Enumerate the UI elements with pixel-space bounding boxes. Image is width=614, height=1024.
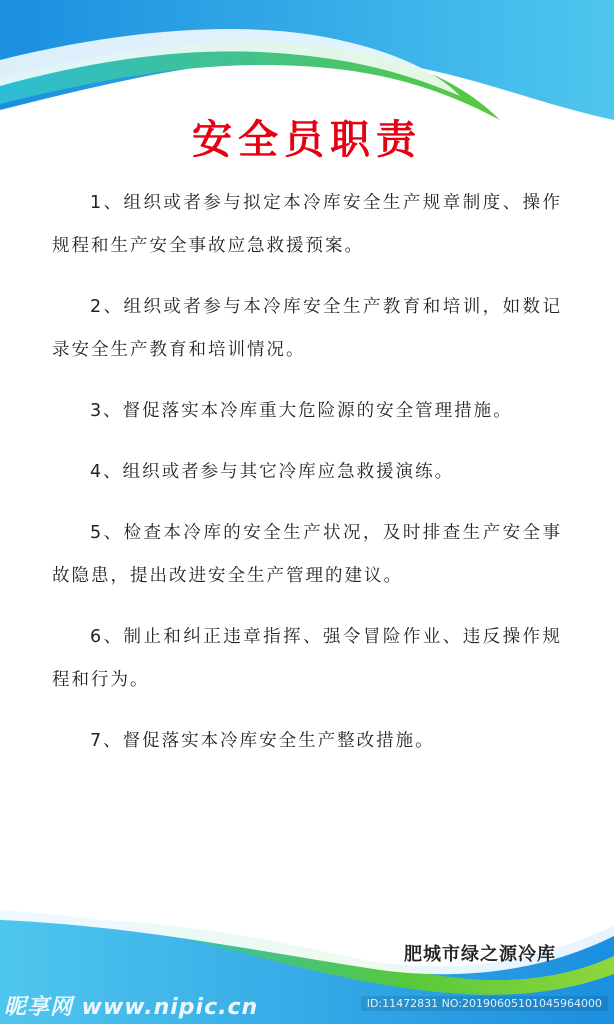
watermark-logo: 昵享网 www.nipic.cn — [4, 995, 259, 1020]
duties-list — [52, 182, 562, 781]
list-item: 6、制止和纠正违章指挥、强令冒险作业、违反操作规程和行为。 — [52, 627, 562, 690]
list-item: 2、组织或者参与本冷库安全生产教育和培训，如数记录安全生产教育和培训情况。 — [52, 297, 562, 360]
list-item: 3、督促落实本冷库重大危险源的安全管理措施。 — [90, 401, 513, 421]
company-name: 肥城市绿之源冷库 — [404, 944, 556, 965]
list-item: 7、督促落实本冷库安全生产整改措施。 — [90, 731, 435, 751]
page-title: 安全员职责 — [192, 117, 422, 163]
list-item: 1、组织或者参与拟定本冷库安全生产规章制度、操作规程和生产安全事故应急救援预案。 — [52, 193, 562, 256]
list-item: 5、检查本冷库的安全生产状况，及时排查生产安全事故隐患，提出改进安全生产管理的建议。 — [52, 523, 562, 586]
list-item: 4、组织或者参与其它冷库应急救援演练。 — [90, 462, 455, 482]
watermark-id: ID:11472831 NO:20190605101045964000 — [361, 996, 608, 1011]
